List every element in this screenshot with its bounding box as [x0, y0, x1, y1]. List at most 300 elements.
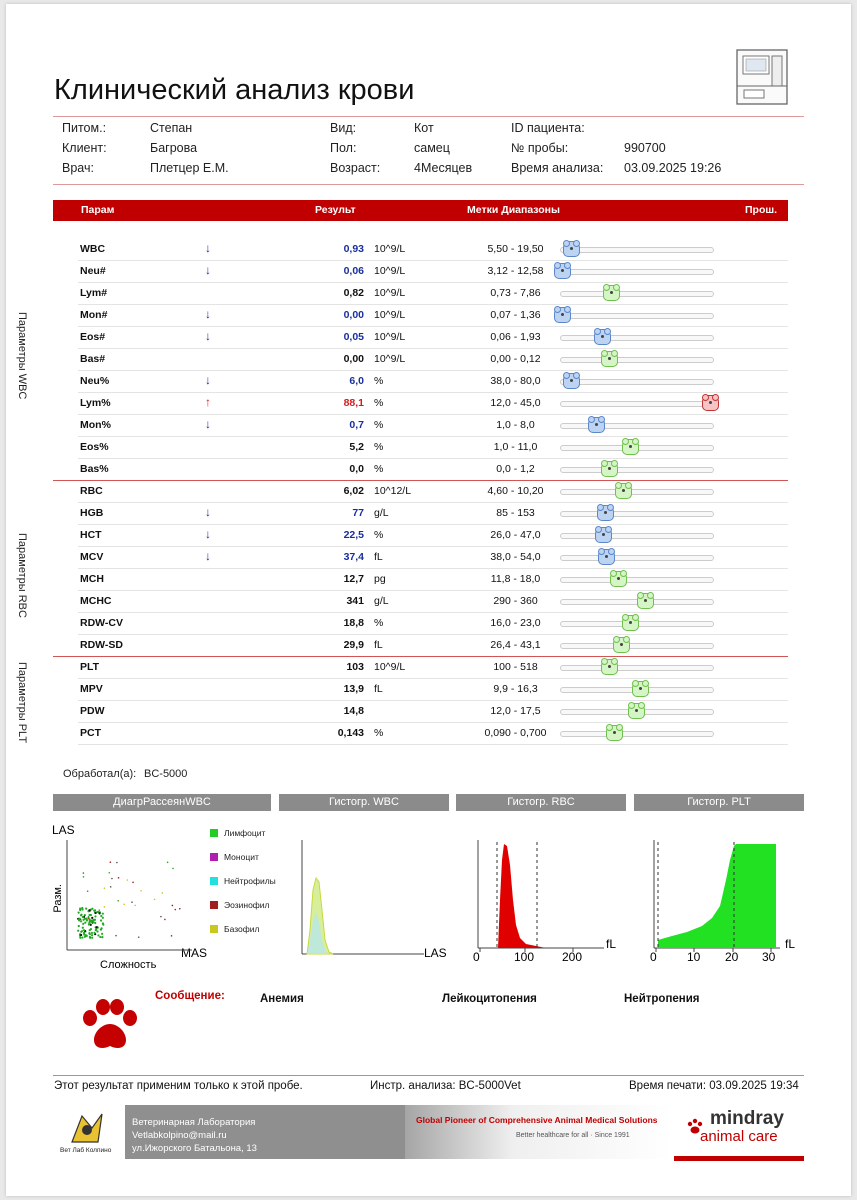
lab-name: Ветеринарная Лаборатория	[132, 1117, 256, 1128]
header-result: Результ	[315, 204, 356, 216]
param-unit: %	[374, 463, 384, 475]
flag-arrow: ↓	[205, 329, 211, 343]
scatter-dot	[94, 915, 96, 917]
scatter-dot	[97, 934, 99, 936]
range-bar	[560, 731, 714, 737]
range-marker-icon	[601, 351, 618, 367]
rbc-histogram	[476, 840, 606, 954]
scatter-dot	[164, 919, 166, 921]
reference-range: 12,0 - 45,0	[490, 397, 541, 409]
reference-range: 5,50 - 19,50	[487, 243, 544, 255]
scatter-dot	[80, 919, 82, 921]
reference-range: 9,9 - 16,3	[493, 683, 538, 695]
flag-arrow: ↓	[205, 307, 211, 321]
scatter-dot	[131, 901, 133, 903]
param-name: MCH	[80, 573, 104, 585]
scatter-dot	[83, 876, 85, 878]
pet-label: Питом.:	[62, 121, 107, 135]
scatter-dot	[132, 882, 134, 884]
scatter-dot	[88, 909, 90, 911]
group-separator	[53, 656, 788, 657]
legend-label: Базофил	[224, 924, 260, 934]
rbc-tick: 100	[514, 950, 535, 964]
plt-tick: 30	[762, 950, 776, 964]
param-unit: 10^9/L	[374, 331, 406, 343]
scatter-dot	[85, 908, 87, 910]
range-bar	[560, 247, 714, 253]
plt-histogram	[652, 840, 782, 954]
message-label: Сообщение:	[155, 990, 225, 1002]
table-row	[78, 480, 788, 503]
scatter-dot	[134, 905, 136, 907]
scatter-dot	[104, 887, 106, 889]
scatter-dot	[140, 890, 142, 892]
scatter-dot	[80, 914, 82, 916]
footer-print-time: Время печати: 03.09.2025 19:34	[629, 1080, 799, 1092]
scatter-dot	[96, 926, 98, 928]
scatter-dot	[81, 936, 83, 938]
range-marker-icon	[563, 373, 580, 389]
param-name: HGB	[80, 507, 104, 519]
param-unit: 10^9/L	[374, 661, 406, 673]
scatter-dot	[92, 919, 94, 921]
scatter-dot	[79, 909, 81, 911]
scatter-dot	[80, 931, 82, 933]
range-marker-icon	[594, 329, 611, 345]
scatter-dot	[109, 872, 111, 874]
group-label-wbc: Параметры WBC	[16, 312, 28, 400]
param-value: 5,2	[349, 441, 364, 453]
table-row	[78, 326, 788, 349]
range-marker-icon	[563, 241, 580, 257]
scatter-dot	[110, 861, 112, 863]
scatter-dot	[81, 907, 83, 909]
param-name: RDW-CV	[80, 617, 123, 629]
reference-range: 3,12 - 12,58	[487, 265, 544, 277]
rbc-histogram-x-label: fL	[606, 937, 617, 951]
analyzer-icon	[734, 46, 792, 108]
plt-tick: 20	[725, 950, 739, 964]
param-name: PCT	[80, 727, 101, 739]
analysis-time-label: Время анализа:	[511, 161, 604, 175]
legend-swatch	[210, 829, 218, 837]
table-row	[78, 568, 788, 591]
lab-logo-text: Вет Лаб Колпино	[60, 1147, 112, 1154]
range-marker-icon	[601, 659, 618, 675]
table-row	[78, 414, 788, 437]
scatter-dot	[102, 922, 104, 924]
group-label-rbc: Параметры RBC	[16, 532, 28, 618]
table-row	[78, 502, 788, 525]
legend-label: Моноцит	[224, 852, 259, 862]
scatter-dot	[78, 925, 80, 927]
range-bar	[560, 533, 714, 539]
scatter-dot	[84, 918, 86, 920]
range-marker-icon	[588, 417, 605, 433]
range-marker-icon	[554, 307, 571, 323]
param-unit: %	[374, 617, 384, 629]
range-bar	[560, 709, 714, 715]
range-bar	[560, 467, 714, 473]
param-unit: pg	[374, 573, 386, 585]
flag-arrow: ↓	[205, 241, 211, 255]
param-value: 103	[346, 661, 364, 673]
legend-swatch	[210, 853, 218, 861]
flag-arrow: ↓	[205, 263, 211, 277]
plt-tick: 0	[650, 950, 657, 964]
species-value: Кот	[414, 121, 434, 135]
reference-range: 16,0 - 23,0	[490, 617, 541, 629]
scatter-dot	[111, 878, 113, 880]
param-name: Lym#	[80, 287, 108, 299]
table-row	[78, 304, 788, 327]
scatter-dot	[167, 862, 169, 864]
range-marker-icon	[637, 593, 654, 609]
param-name: Neu#	[80, 265, 106, 277]
reference-range: 38,0 - 80,0	[490, 375, 541, 387]
param-unit: %	[374, 397, 384, 409]
scatter-dot	[101, 933, 103, 935]
table-row	[78, 392, 788, 415]
param-unit: g/L	[374, 507, 389, 519]
group-separator	[53, 480, 788, 481]
header-prev: Прош.	[745, 204, 778, 216]
table-row	[78, 458, 788, 481]
legend-item	[210, 924, 259, 934]
scatter-dot	[104, 906, 106, 908]
range-marker-icon	[554, 263, 571, 279]
scatter-x-right-label: MAS	[181, 946, 208, 960]
param-unit: 10^9/L	[374, 243, 406, 255]
analysis-time-value: 03.09.2025 19:26	[624, 161, 722, 175]
param-name: Eos%	[80, 441, 109, 453]
scatter-dot	[102, 913, 104, 915]
param-name: HCT	[80, 529, 102, 541]
reference-range: 12,0 - 17,5	[490, 705, 541, 717]
range-bar	[560, 687, 714, 693]
scatter-dot	[83, 872, 85, 874]
reference-range: 0,0 - 1,2	[496, 463, 535, 475]
range-bar	[560, 313, 714, 319]
group-label-plt: Параметры PLT	[16, 662, 28, 744]
param-value: 29,9	[343, 639, 364, 651]
footer-instrument: Инстр. анализа: BC-5000Vet	[370, 1080, 521, 1092]
param-name: Mon#	[80, 309, 108, 321]
scatter-dot	[91, 917, 93, 919]
legend-label: Нейтрофилы	[224, 876, 276, 886]
range-bar	[560, 577, 714, 583]
param-value: 0,06	[343, 265, 364, 277]
reference-range: 0,06 - 1,93	[490, 331, 541, 343]
client-value: Багрова	[150, 141, 198, 155]
flag-arrow: ↓	[205, 549, 211, 563]
param-unit: 10^9/L	[374, 353, 406, 365]
message-item: Анемия	[260, 993, 304, 1005]
scatter-dot	[94, 912, 96, 914]
scatter-dot	[79, 937, 81, 939]
param-value: 22,5	[343, 529, 364, 541]
plt-tick: 10	[687, 950, 701, 964]
param-value: 0,05	[343, 331, 364, 343]
scatter-dot	[172, 868, 174, 870]
scatter-dot	[99, 936, 101, 938]
range-marker-icon	[601, 461, 618, 477]
flag-arrow: ↓	[205, 417, 211, 431]
scatter-dot	[88, 916, 90, 918]
rbc-tick: 200	[562, 950, 583, 964]
results-table-header	[53, 200, 788, 221]
param-unit: %	[374, 727, 384, 739]
range-marker-icon	[622, 615, 639, 631]
scatter-dot	[77, 930, 79, 932]
scatter-dot	[94, 922, 96, 924]
scatter-dot	[89, 937, 91, 939]
scatter-dot	[91, 937, 93, 939]
scatter-dot	[80, 920, 82, 922]
range-marker-icon	[606, 725, 623, 741]
range-bar	[560, 357, 714, 363]
range-bar	[560, 643, 714, 649]
reference-range: 38,0 - 54,0	[490, 551, 541, 563]
table-row	[78, 436, 788, 459]
range-bar	[560, 269, 714, 275]
table-row	[78, 524, 788, 547]
lab-logo-icon	[68, 1108, 108, 1148]
scatter-dot	[179, 908, 181, 910]
param-unit: fL	[374, 551, 383, 563]
slogan: Global Pioneer of Comprehensive Animal Medical Solutions	[416, 1115, 658, 1125]
table-row	[78, 612, 788, 635]
table-row	[78, 656, 788, 679]
reference-range: 0,090 - 0,700	[484, 727, 547, 739]
param-name: Lym%	[80, 397, 111, 409]
sample-value: 990700	[624, 141, 666, 155]
reference-range: 4,60 - 10,20	[487, 485, 544, 497]
scatter-y-top-label: LAS	[52, 823, 75, 837]
wbc-histogram-x-label: LAS	[424, 946, 447, 960]
param-name: RDW-SD	[80, 639, 123, 651]
param-value: 18,8	[343, 617, 364, 629]
processed-value: BC-5000	[144, 768, 188, 780]
sample-label: № пробы:	[511, 141, 569, 155]
flag-arrow: ↑	[205, 395, 211, 409]
client-label: Клиент:	[62, 141, 107, 155]
param-unit: %	[374, 375, 384, 387]
table-row	[78, 546, 788, 569]
param-name: MPV	[80, 683, 103, 695]
table-row	[78, 348, 788, 371]
scatter-dot	[96, 930, 98, 932]
reference-range: 290 - 360	[493, 595, 538, 607]
scatter-dot	[123, 903, 125, 905]
scatter-dot	[116, 862, 118, 864]
scatter-dot	[117, 900, 119, 902]
param-value: 14,8	[343, 705, 364, 717]
scatter-dot	[161, 892, 163, 894]
table-row	[78, 590, 788, 613]
scatter-dot	[84, 922, 86, 924]
sex-label: Пол:	[330, 141, 357, 155]
reference-range: 100 - 518	[493, 661, 538, 673]
scatter-dot	[160, 916, 162, 918]
header-ranges: Метки Диапазоны	[467, 204, 560, 216]
scatter-dot	[98, 912, 100, 914]
scatter-dot	[87, 890, 89, 892]
param-name: WBC	[80, 243, 106, 255]
range-marker-icon	[628, 703, 645, 719]
report-page	[6, 4, 851, 1196]
param-name: MCHC	[80, 595, 112, 607]
divider	[53, 184, 804, 185]
scatter-dot	[93, 909, 95, 911]
range-marker-icon	[622, 439, 639, 455]
reference-range: 0,00 - 0,12	[490, 353, 541, 365]
rbc-tick: 0	[473, 950, 480, 964]
param-unit: %	[374, 529, 384, 541]
table-row	[78, 260, 788, 283]
range-marker-icon	[702, 395, 719, 411]
tab-rbc-histogram: Гистогр. RBC	[456, 794, 626, 811]
param-value: 6,02	[343, 485, 364, 497]
param-value: 0,82	[343, 287, 364, 299]
param-unit: 10^12/L	[374, 485, 412, 497]
scatter-dot	[174, 909, 176, 911]
legend-item	[210, 876, 276, 886]
scatter-dot	[172, 905, 174, 907]
scatter-dot	[100, 929, 102, 931]
scatter-dot	[78, 912, 80, 914]
param-name: Neu%	[80, 375, 110, 387]
range-marker-icon	[615, 483, 632, 499]
message-item: Нейтропения	[624, 993, 700, 1005]
divider	[53, 1075, 804, 1076]
scatter-dot	[100, 915, 102, 917]
brand-bar	[674, 1156, 804, 1161]
scatter-dot	[100, 919, 102, 921]
range-marker-icon	[595, 527, 612, 543]
plt-histogram-x-label: fL	[785, 937, 796, 951]
table-row	[78, 370, 788, 393]
flag-arrow: ↓	[205, 373, 211, 387]
scatter-dot	[138, 936, 140, 938]
range-bar	[560, 335, 714, 341]
range-marker-icon	[603, 285, 620, 301]
param-value: 0,143	[337, 727, 364, 739]
param-value: 6,0	[349, 375, 364, 387]
divider	[53, 116, 804, 117]
range-bar	[560, 555, 714, 561]
range-bar	[560, 599, 714, 605]
table-row	[78, 238, 788, 261]
species-label: Вид:	[330, 121, 357, 135]
legend-item	[210, 900, 270, 910]
param-name: MCV	[80, 551, 104, 563]
scatter-dot	[98, 909, 100, 911]
scatter-dot	[83, 929, 85, 931]
param-name: PLT	[80, 661, 100, 673]
scatter-dot	[82, 927, 84, 929]
legend-item	[210, 852, 259, 862]
legend-item	[210, 828, 265, 838]
param-value: 0,00	[343, 309, 364, 321]
flag-arrow: ↓	[205, 527, 211, 541]
range-bar	[560, 665, 714, 671]
param-value: 0,7	[349, 419, 364, 431]
legend-swatch	[210, 877, 218, 885]
range-bar	[560, 401, 714, 407]
tab-plt-histogram: Гистогр. PLT	[634, 794, 804, 811]
page-title: Клинический анализ крови	[54, 74, 415, 106]
scatter-dot	[90, 928, 92, 930]
lab-address: ул.Ижорского Батальона, 13	[132, 1143, 257, 1154]
scatter-dot	[83, 932, 85, 934]
scatter-dot	[115, 935, 117, 937]
scatter-dot	[82, 923, 84, 925]
param-value: 0,00	[343, 353, 364, 365]
param-unit: fL	[374, 683, 383, 695]
param-value: 37,4	[343, 551, 364, 563]
param-name: Bas%	[80, 463, 109, 475]
scatter-dot	[118, 877, 120, 879]
scatter-dot	[89, 914, 91, 916]
scatter-dot	[90, 920, 92, 922]
param-unit: 10^9/L	[374, 265, 406, 277]
scatter-dot	[86, 919, 88, 921]
param-unit: %	[374, 441, 384, 453]
scatter-dot	[127, 879, 129, 881]
sex-value: самец	[414, 141, 450, 155]
param-value: 0,93	[343, 243, 364, 255]
tab-wbc-scatter: ДиагрРассеянWBC	[53, 794, 271, 811]
doctor-value: Плетцер Е.М.	[150, 161, 229, 175]
reference-range: 26,4 - 43,1	[490, 639, 541, 651]
param-value: 77	[352, 507, 364, 519]
processed-label: Обработал(а):	[63, 768, 137, 780]
param-unit: 10^9/L	[374, 309, 406, 321]
scatter-dot	[93, 932, 95, 934]
legend-swatch	[210, 925, 218, 933]
scatter-dot	[154, 899, 156, 901]
reference-range: 0,73 - 7,86	[490, 287, 541, 299]
paw-icon	[80, 998, 140, 1054]
table-row	[78, 700, 788, 723]
reference-range: 1,0 - 8,0	[496, 419, 535, 431]
brand-sub: animal care	[700, 1128, 778, 1145]
param-name: Eos#	[80, 331, 106, 343]
range-marker-icon	[598, 549, 615, 565]
brand-name: mindray	[710, 1108, 784, 1129]
table-row	[78, 722, 788, 745]
legend-swatch	[210, 901, 218, 909]
scatter-dot	[85, 934, 87, 936]
range-bar	[560, 621, 714, 627]
patient-id-label: ID пациента:	[511, 121, 585, 135]
range-marker-icon	[597, 505, 614, 521]
range-bar	[560, 291, 714, 297]
param-unit: %	[374, 419, 384, 431]
scatter-dot	[91, 934, 93, 936]
table-row	[78, 282, 788, 305]
tab-wbc-histogram: Гистогр. WBC	[279, 794, 449, 811]
param-value: 13,9	[343, 683, 364, 695]
param-value: 341	[346, 595, 364, 607]
legend-label: Лимфоцит	[224, 828, 266, 838]
param-value: 0,0	[349, 463, 364, 475]
param-value: 88,1	[343, 397, 364, 409]
param-unit: 10^9/L	[374, 287, 406, 299]
range-marker-icon	[632, 681, 649, 697]
age-label: Возраст:	[330, 161, 381, 175]
